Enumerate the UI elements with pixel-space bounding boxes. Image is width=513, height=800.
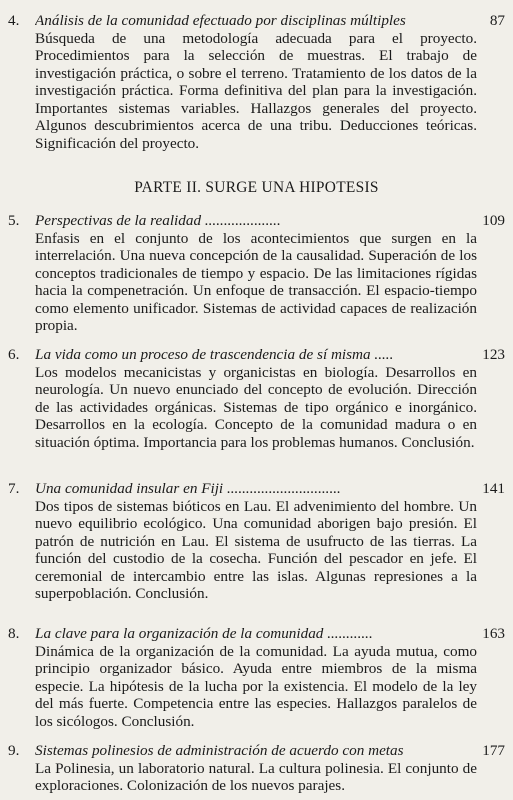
entry-description: Dos tipos de sistemas bióticos en Lau. El advenimiento del hombre. Un nuevo equilibrio ecológico. Una comunidad aborigen bajo presión. El patrón de nutrición en Lau. El sistema de usufructo de las tierras. La función del custodio de la cosecha. Función del pescador en jefe. El ceremonial de intercambio entre las islas. Algunas represiones a la superpoblación. Conclusión. <box>35 497 477 602</box>
entry-title: Sistemas polinesios de administración de acuerdo con metas <box>35 742 404 759</box>
entry-description: La Polinesia, un laboratorio natural. La cultura polinesia. El conjunto de exploraciones. Colonización de los nuevos parajes. <box>35 759 477 794</box>
entry-page-number: 87 <box>489 12 505 29</box>
toc-entry-9 <box>8 742 505 795</box>
entry-page-number: 163 <box>482 625 505 642</box>
entry-number: 9. <box>8 742 20 759</box>
entry-number: 8. <box>8 625 20 642</box>
part-heading: PARTE II. SURGE UNA HIPOTESIS <box>134 179 379 196</box>
entry-page-number: 109 <box>482 212 505 229</box>
toc-entry-6 <box>8 346 505 451</box>
entry-title: Análisis de la comunidad efectuado por disciplinas múltiples <box>35 12 406 29</box>
entry-number: 6. <box>8 346 20 363</box>
entry-description: Los modelos mecanicistas y organicistas en biología. Desarrollos en neurología. Un nuevo enunciado del concepto de evolución. Dirección de las actividades orgánicas. Sistemas de tipo orgánico e inorgánico. Desarrollos en la ecología. Concepto de la comunidad madura o en situación óptima. Importancia para los problemas humanos. Conclusión. <box>35 363 477 451</box>
entry-page-number: 141 <box>482 480 505 497</box>
entry-description: Búsqueda de una metodología adecuada para el proyecto. Procedimientos para la selección de muestras. El trabajo de investigación práctica, o sobre el terreno. Tratamiento de los datos de la investigación práctica. Forma definitiva del plan para la investigación. Importantes sistemas variables. Hallazgos generales del proyecto. Algunos descubrimientos acerca de una tribu. Deducciones teóricas. Significación del proyecto. <box>35 29 477 152</box>
toc-entry-8 <box>8 625 505 730</box>
entry-title: Una comunidad insular en Fiji .............................. <box>35 480 341 497</box>
toc-entry-4 <box>8 12 505 152</box>
entry-title: La clave para la organización de la comunidad ............ <box>35 625 373 642</box>
entry-number: 5. <box>8 212 20 229</box>
entry-description: Dinámica de la organización de la comunidad. La ayuda mutua, como principio organizador básico. Ayuda entre miembros de la misma especie. La hipótesis de la lucha por la existencia. El modelo de la ley del más fuerte. Competencia entre las especies. Hallazgos paralelos de los sicólogos. Conclusión. <box>35 642 477 730</box>
toc-entry-5 <box>8 212 505 335</box>
entry-description: Enfasis en el conjunto de los acontecimientos que surgen en la interrelación. Una nueva concepción de la causalidad. Superación de los conceptos tradicionales de tiempo y espacio. De las limitaciones rígidas hacia la compenetración. Un enfoque de transacción. El espacio-tiempo como elemento unificador. Sistemas de actividad capaces de realización propia. <box>35 229 477 334</box>
entry-page-number: 177 <box>482 742 505 759</box>
entry-number: 4. <box>8 12 20 29</box>
entry-title: La vida como un proceso de trascendencia de sí misma ..... <box>35 346 394 363</box>
entry-page-number: 123 <box>482 346 505 363</box>
toc-entry-7 <box>8 480 505 603</box>
entry-number: 7. <box>8 480 20 497</box>
entry-title: Perspectivas de la realidad .................... <box>35 212 281 229</box>
